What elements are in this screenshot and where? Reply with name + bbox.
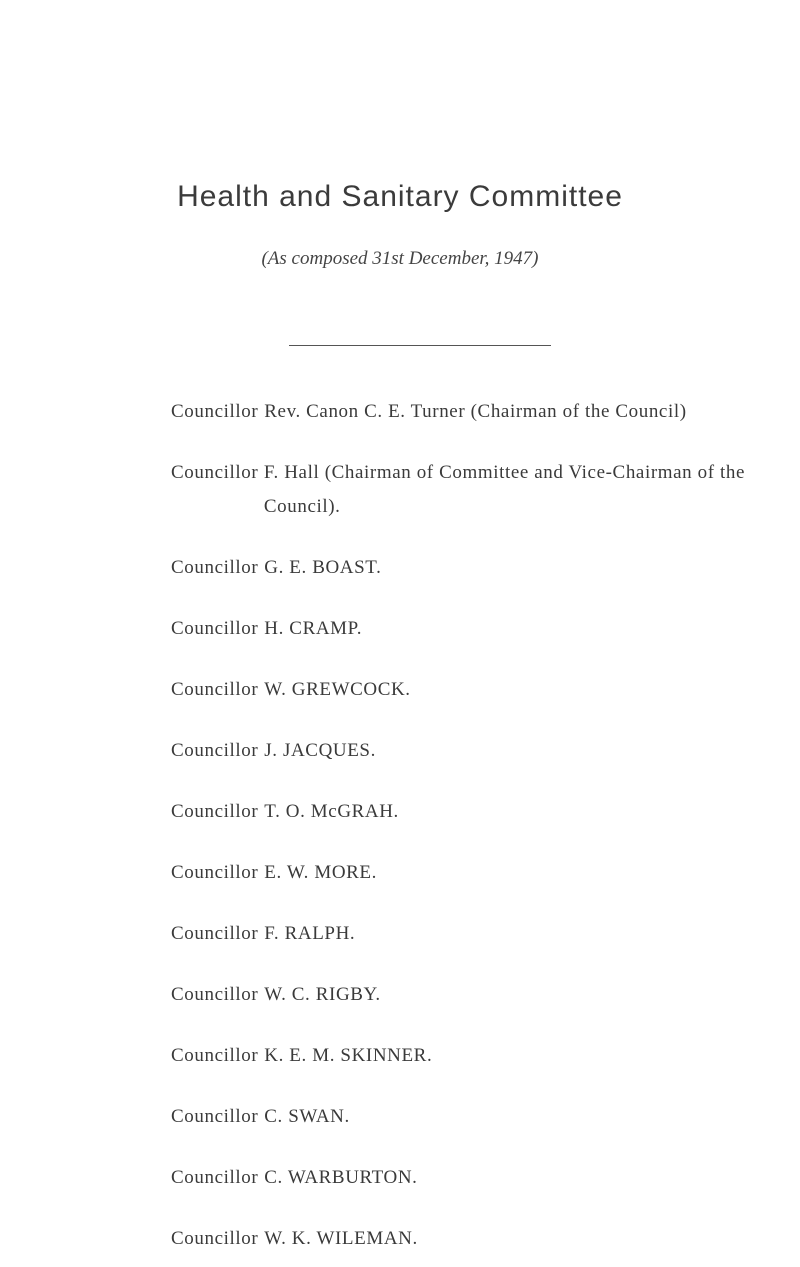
member-title: Councillor <box>171 984 259 1005</box>
member-name: T. O. McGRAH. <box>264 801 399 822</box>
member-name: C. SWAN. <box>264 1106 350 1127</box>
page-subtitle: (As composed 31st December, 1947) <box>261 248 539 269</box>
list-item <box>171 612 791 646</box>
member-title: Councillor <box>171 1167 259 1188</box>
member-name: Rev. Canon C. E. Turner (Chairman of the Council) <box>264 401 687 422</box>
member-title: Councillor <box>171 401 259 422</box>
member-name: C. WARBURTON. <box>264 1167 418 1188</box>
list-item <box>171 395 791 429</box>
list-item <box>171 917 791 951</box>
list-item <box>171 673 791 707</box>
list-item <box>171 1222 791 1256</box>
list-item <box>171 1100 791 1134</box>
list-item <box>171 856 791 890</box>
member-name: J. JACQUES. <box>264 740 376 761</box>
member-name: G. E. BOAST. <box>264 557 382 578</box>
member-title: Councillor <box>171 740 259 761</box>
member-name: E. W. MORE. <box>264 862 377 883</box>
list-item <box>171 978 791 1012</box>
member-name: W. C. RIGBY. <box>264 984 381 1005</box>
member-title: Councillor <box>171 1228 259 1249</box>
list-item <box>171 551 791 585</box>
member-name: K. E. M. SKINNER. <box>264 1045 433 1066</box>
member-title: Councillor <box>171 801 259 822</box>
member-title: Councillor <box>171 1045 259 1066</box>
member-name: F. RALPH. <box>264 923 356 944</box>
list-item <box>171 1039 791 1073</box>
member-name: H. CRAMP. <box>264 618 363 639</box>
member-title: Councillor <box>171 557 259 578</box>
divider-rule <box>289 345 551 346</box>
member-title: Councillor <box>171 679 259 700</box>
member-name: F. Hall (Chairman of Committee and Vice-Chairman of the Council). <box>263 462 746 517</box>
list-item <box>171 734 791 768</box>
member-list <box>171 395 791 1256</box>
member-title: Councillor <box>171 1106 259 1127</box>
list-item <box>171 456 791 524</box>
list-item <box>171 795 791 829</box>
page-title: Health and Sanitary Committee <box>177 180 623 213</box>
member-name: W. K. WILEMAN. <box>264 1228 418 1249</box>
member-title: Councillor <box>171 618 259 639</box>
member-title: Councillor <box>171 862 259 883</box>
member-title: Councillor <box>171 923 259 944</box>
member-name: W. GREWCOCK. <box>264 679 411 700</box>
member-title: Councillor <box>171 462 259 483</box>
list-item <box>171 1161 791 1195</box>
